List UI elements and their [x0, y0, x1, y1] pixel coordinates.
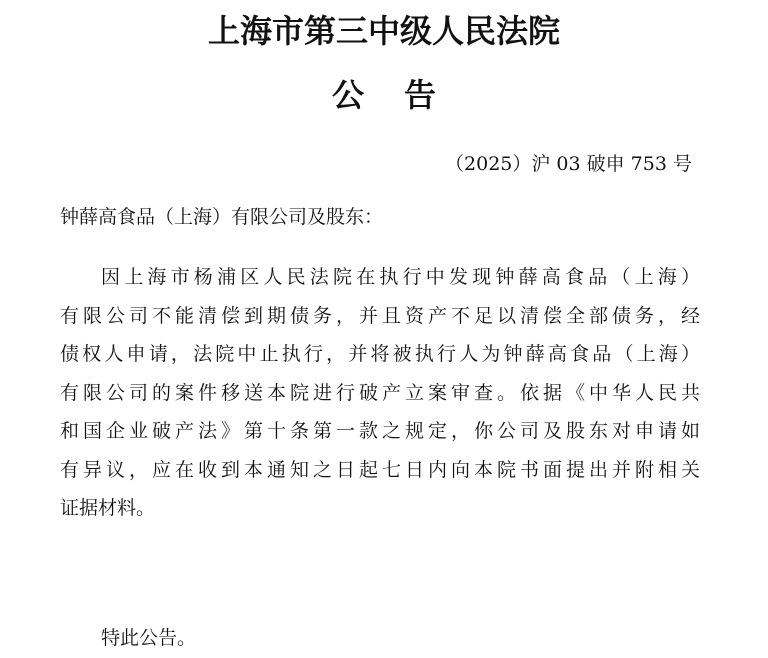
notice-title-char-1: 公 [331, 76, 364, 114]
court-name-heading: 上海市第三中级人民法院 [207, 12, 560, 50]
case-number: （2025）沪 03 破申 753 号 [445, 153, 692, 175]
body-line: 债权人申请，法院中止执行，并将被执行人为钟薛高食品（上海） [60, 343, 700, 365]
closing-statement: 特此公告。 [101, 627, 197, 649]
body-line: 有限公司的案件移送本院进行破产立案审查。依据《中华人民共 [60, 381, 700, 404]
body-line: 有异议，应在收到本通知之日起七日内向本院书面提出并附相关 [60, 458, 700, 481]
notice-body [60, 258, 700, 528]
notice-title-char-2: 告 [404, 76, 437, 114]
notice-title [0, 72, 768, 118]
body-line: 有限公司不能清偿到期债务，并且资产不足以清偿全部债务，经 [60, 304, 700, 327]
body-line: 和国企业破产法》第十条第一款之规定，你公司及股东对申请如 [60, 420, 700, 442]
body-line: 证据材料。 [60, 497, 156, 519]
body-line: 因上海市杨浦区人民法院在执行中发现钟薛高食品（上海） [101, 266, 700, 288]
addressee: 钟薛高食品（上海）有限公司及股东： [60, 206, 384, 228]
